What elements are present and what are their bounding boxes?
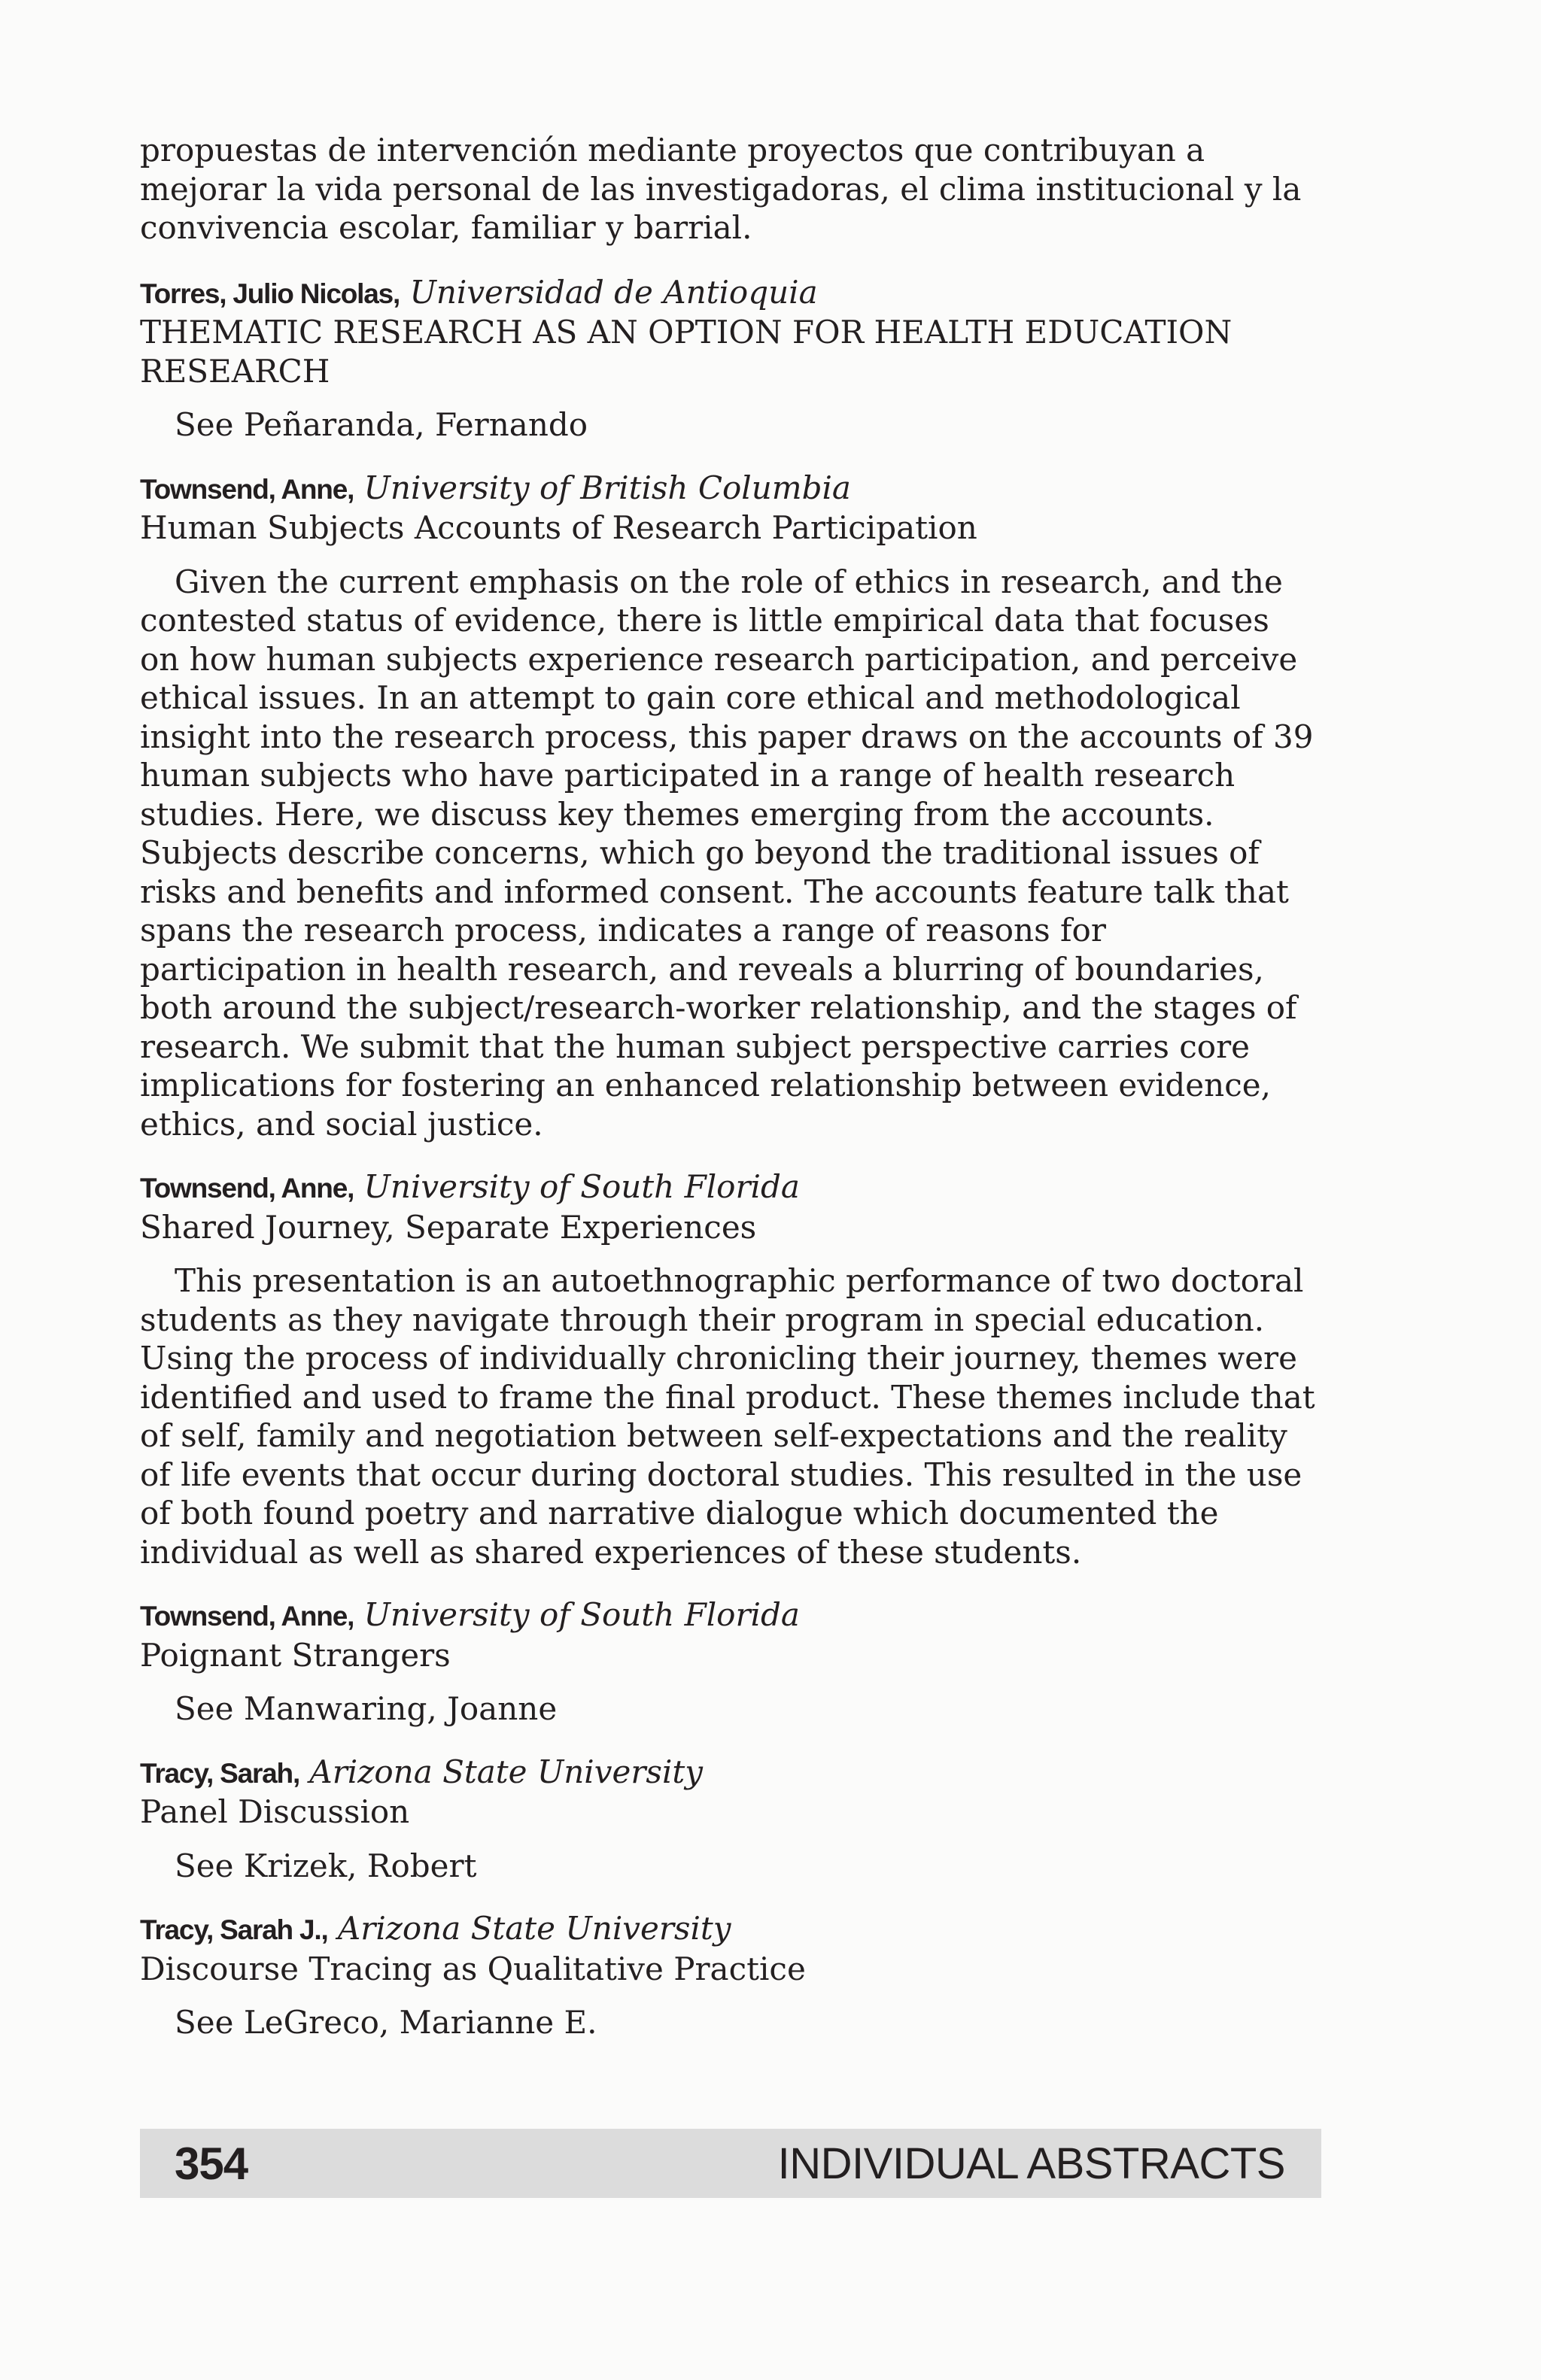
page-number: 354: [175, 2138, 248, 2189]
abstract-title: Poignant Strangers: [140, 1636, 451, 1674]
abstract-entry: [140, 1595, 1317, 1729]
abstract-title: Human Subjects Accounts of Research Participation: [140, 509, 977, 546]
author-name: Tracy, Sarah J.,: [140, 1914, 328, 1945]
author-line: [140, 469, 1317, 509]
author-line: [140, 1753, 1317, 1793]
abstract-title: THEMATIC RESEARCH AS AN OPTION FOR HEALTH EDUCATION RESEARCH: [140, 314, 1232, 390]
abstract-entry: [140, 1753, 1317, 1886]
author-affiliation: Arizona State University: [337, 1910, 731, 1947]
author-name: Tracy, Sarah,: [140, 1757, 300, 1789]
author-name: Townsend, Anne,: [140, 473, 354, 505]
author-affiliation: Arizona State University: [309, 1753, 703, 1790]
see-reference: See LeGreco, Marianne E.: [175, 2004, 597, 2041]
running-section-title: INDIVIDUAL ABSTRACTS: [777, 2139, 1285, 2188]
see-reference: See Peñaranda, Fernando: [175, 406, 588, 443]
abstract-body: This presentation is an autoethnographic performance of two doctoral students as they navigate through their program in special education. Using the process of individually chronicling their journey, themes were identified and used to frame the final product. These themes include that of self, family and negotiation between self-expectations and the reality of life events that occur during doctoral studies. This resulted in the use of both found poetry and narrative dialogue which documented the individual as well as shared experiences of these students.: [140, 1262, 1315, 1571]
see-reference: See Manwaring, Joanne: [175, 1690, 558, 1727]
abstract-title: Panel Discussion: [140, 1793, 410, 1830]
page-content: [140, 131, 1317, 2066]
author-affiliation: University of British Columbia: [363, 469, 851, 506]
author-line: [140, 1595, 1317, 1636]
abstract-entry: [140, 1909, 1317, 2042]
abstract-body: Given the current emphasis on the role of ethics in research, and the contested status of evidence, there is little empirical data that focuses on how human subjects experience research participation, and perceive ethical issues. In an attempt to gain core ethical and methodological insight into the research process, this paper draws on the accounts of 39 human subjects who have participated in a range of health research studies. Here, we discuss key themes emerging from the accounts. Subjects describe concerns, which go beyond the traditional issues of risks and benefits and informed consent. The accounts feature talk that spans the research process, indicates a range of reasons for participation in health research, and reveals a blurring of boundaries, both around the subject/research-worker relationship, and the stages of research. We submit that the human subject perspective carries core implications for fostering an enhanced relationship between evidence, ethics, and social justice.: [140, 563, 1314, 1143]
author-affiliation: University of South Florida: [363, 1168, 800, 1205]
author-line: [140, 1909, 1317, 1950]
author-line: [140, 273, 1317, 314]
abstract-entry: [140, 1167, 1317, 1571]
author-name: Townsend, Anne,: [140, 1601, 354, 1632]
abstract-title: Discourse Tracing as Qualitative Practice: [140, 1950, 806, 1987]
author-affiliation: University of South Florida: [363, 1596, 800, 1633]
abstract-entry: [140, 469, 1317, 1144]
see-reference: See Krizek, Robert: [175, 1847, 477, 1884]
intro-paragraph: propuestas de intervención mediante proyectos que contribuyan a mejorar la vida personal de las investigadoras, el clima institucional y la convivencia escolar, familiar y barrial.: [140, 132, 1302, 246]
author-name: Townsend, Anne,: [140, 1173, 354, 1204]
abstract-title: Shared Journey, Separate Experiences: [140, 1208, 757, 1246]
author-name: Torres, Julio Nicolas,: [140, 278, 400, 309]
author-line: [140, 1167, 1317, 1208]
author-affiliation: Universidad de Antioquia: [409, 273, 818, 311]
page-footer: [140, 2129, 1321, 2198]
abstract-entry: [140, 273, 1317, 445]
